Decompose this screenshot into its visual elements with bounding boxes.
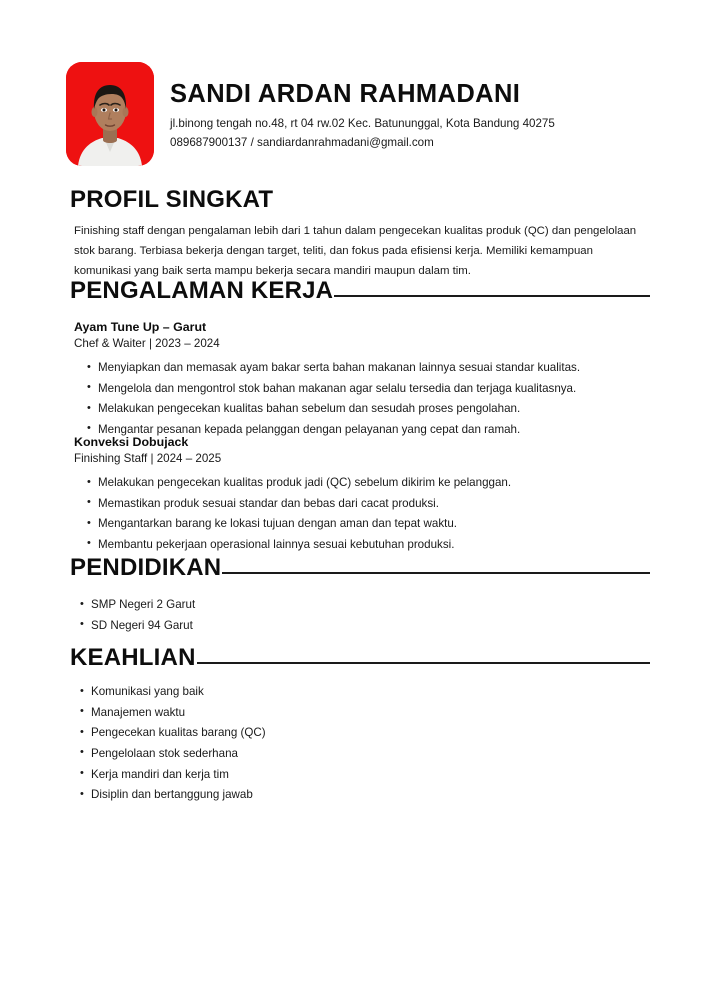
experience-role-dates: Finishing Staff | 2024 – 2025 — [74, 451, 222, 465]
list-item: • Melakukan pengecekan kualitas bahan sebelum dan sesudah proses pengolahan. — [87, 399, 650, 420]
header-text-block — [170, 80, 650, 153]
list-item: • Disiplin dan bertanggung jawab — [80, 785, 640, 806]
contact-address: jl.binong tengah no.48, rt 04 rw.02 Kec. Batununggal, Kota Bandung 40275 — [170, 117, 555, 131]
contact-phone-email: 089687900137 / sandiardanrahmadani@gmail.com — [170, 135, 434, 149]
education-list — [80, 595, 640, 636]
section-title-education: PENDIDIKAN — [70, 554, 222, 581]
list-item: • Melakukan pengecekan kualitas produk jadi (QC) sebelum dikirim ke pelanggan. — [87, 473, 650, 494]
list-item: • Kerja mandiri dan kerja tim — [80, 765, 640, 786]
page-title: SANDI ARDAN RAHMADANI — [170, 80, 521, 108]
list-item: • Pengelolaan stok sederhana — [80, 744, 640, 765]
section-rule-skills — [197, 662, 650, 664]
list-item: • Komunikasi yang baik — [80, 682, 640, 703]
list-item: • Manajemen waktu — [80, 703, 640, 724]
skills-list — [80, 682, 640, 806]
section-title-profile: PROFIL SINGKAT — [70, 186, 274, 213]
section-heading-profile — [70, 188, 650, 212]
list-item: • Mengelola dan mengontrol stok bahan makanan agar selalu tersedia dan terjaga kualitasnya. — [87, 379, 650, 400]
section-title-skills: KEAHLIAN — [70, 644, 196, 671]
list-item: • Memastikan produk sesuai standar dan bebas dari cacat produksi. — [87, 494, 650, 515]
section-rule-education — [222, 572, 650, 574]
section-heading-education — [70, 556, 650, 580]
list-item: • Mengantar pesanan kepada pelanggan dengan pelayanan yang cepat dan ramah. — [87, 420, 650, 441]
section-heading-experience — [70, 279, 650, 303]
experience-role-dates: Chef & Waiter | 2023 – 2024 — [74, 336, 220, 350]
experience-company: Konveksi Dobujack — [74, 435, 189, 449]
section-title-experience: PENGALAMAN KERJA — [70, 277, 334, 304]
list-item: • SMP Negeri 2 Garut — [80, 595, 640, 616]
list-item: • Menyiapkan dan memasak ayam bakar serta bahan makanan lainnya sesuai standar kualitas. — [87, 358, 650, 379]
list-item: • Membantu pekerjaan operasional lainnya sesuai kebutuhan produksi. — [87, 535, 650, 556]
section-heading-skills — [70, 646, 650, 670]
portrait-illustration — [66, 62, 154, 166]
experience-duty-list — [87, 473, 650, 556]
experience-entry — [74, 319, 650, 353]
experience-company: Ayam Tune Up – Garut — [74, 320, 207, 334]
list-item: • SD Negeri 94 Garut — [80, 616, 640, 637]
section-rule-experience — [334, 295, 650, 297]
list-item: • Mengantarkan barang ke lokasi tujuan dengan aman dan tepat waktu. — [87, 514, 650, 535]
profile-summary-text: Finishing staff dengan pengalaman lebih dari 1 tahun dalam pengecekan kualitas produk (QC) dan pengelolaan stok barang. Terbiasa bekerja dengan target, teliti, dan fokus pada efisiensi kerja. Memiliki kemampuan komunikasi yang baik serta mampu bekerja secara mandiri maupun dalam tim. — [74, 225, 637, 277]
resume-header — [66, 62, 650, 166]
list-item: • Pengecekan kualitas barang (QC) — [80, 723, 640, 744]
profile-photo — [66, 62, 154, 166]
experience-duty-list — [87, 358, 650, 441]
experience-entry — [74, 434, 650, 468]
